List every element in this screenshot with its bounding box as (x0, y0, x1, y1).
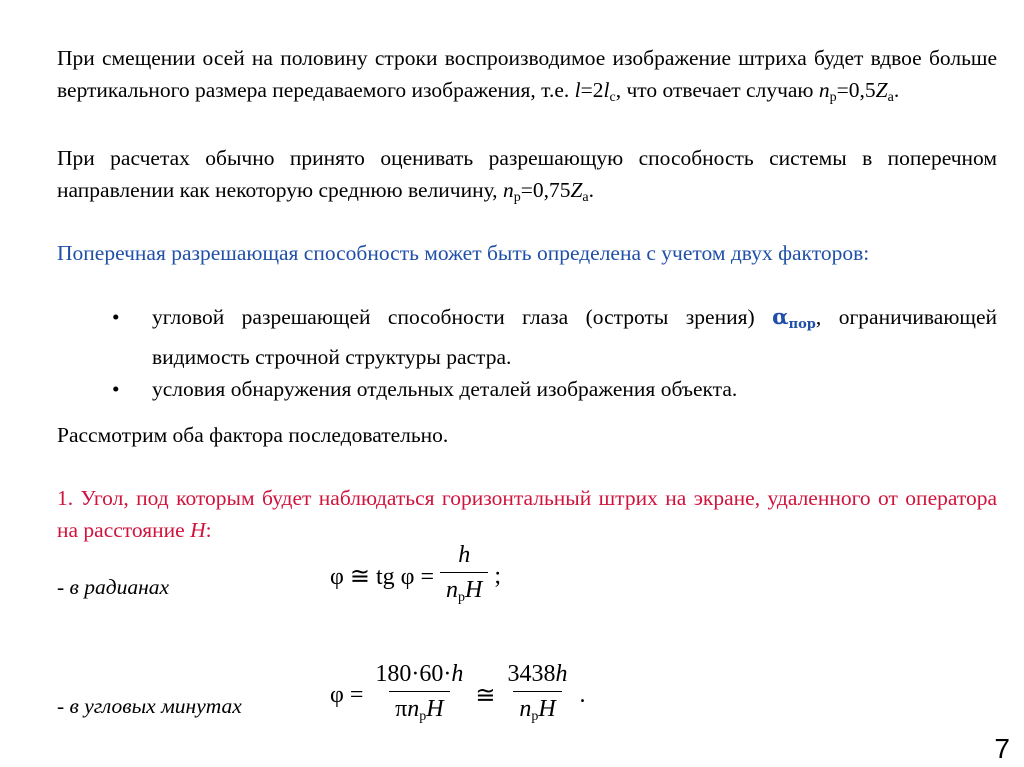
bullet-icon: • (112, 377, 120, 401)
text: угловой разрешающей способности глаза (остроты зрения) (152, 305, 773, 329)
text: . (588, 178, 595, 202)
label-radians: - в радианах (57, 575, 170, 599)
text: , что отвечает случаю (615, 78, 819, 102)
var-n: n (446, 577, 459, 603)
var-z: Z (875, 78, 888, 102)
subscript: p (829, 90, 837, 105)
paragraph-consider: Рассмотрим оба фактора последовательно. (57, 423, 449, 447)
list-item (112, 301, 997, 373)
subscript: p (513, 190, 521, 205)
text: При расчетах обычно принято оценивать разрешающую способность системы в поперечном направлении как некоторую среднюю величину, (57, 146, 997, 202)
var-n: n (407, 696, 420, 722)
formula-lhs: φ ≅ tg φ = (330, 564, 435, 590)
period: . (579, 682, 586, 708)
numerator: h (458, 542, 471, 568)
label-arc-minutes: - в угловых минутах (57, 694, 242, 718)
text: . (893, 78, 900, 102)
formula-lhs: φ = (330, 682, 364, 708)
numerator: 3438 (507, 661, 556, 687)
var-h: H (465, 577, 483, 603)
text: : (205, 518, 212, 542)
var-z: Z (570, 178, 583, 202)
factor-list (112, 301, 997, 405)
subscript: p (419, 709, 427, 724)
var-h: H (190, 518, 206, 542)
subscript: a (582, 190, 589, 205)
var-n: n (519, 696, 532, 722)
var-h: H (538, 696, 556, 722)
fraction (440, 540, 488, 613)
numerator: 180·60· (375, 661, 452, 687)
text: , ограничивающей видимость строчной структуры растра. (152, 305, 997, 369)
var-h: h (451, 661, 464, 687)
subscript: p (458, 590, 466, 605)
paragraph-shift (57, 42, 997, 114)
var-h: H (426, 696, 444, 722)
formula-arc-minutes (330, 659, 585, 732)
text: =0,5 (836, 78, 876, 102)
text: =0,75 (520, 178, 571, 202)
semicolon: ; (494, 563, 502, 589)
var-h: h (555, 661, 568, 687)
alpha-symbol (772, 305, 816, 330)
formula-radians (330, 540, 501, 613)
text: При смещении осей на половину строки воспроизводимое изображение штриха будет вдвое больше вертикального размера передаваемого изображения, т.е. (57, 46, 997, 102)
var-l: l (574, 78, 581, 102)
list-item (112, 373, 997, 405)
fraction (501, 659, 573, 732)
subscript: пор (788, 317, 816, 332)
text: =2 (580, 78, 604, 102)
pi-symbol: π (395, 696, 408, 722)
alpha: α (772, 305, 789, 330)
text: условия обнаружения отдельных деталей изображения объекта. (152, 377, 738, 401)
paragraph-angle (57, 482, 997, 546)
approx-sign: ≅ (475, 683, 496, 709)
paragraph-factors-intro: Поперечная разрешающая способность может быть определена с учетом двух факторов: (57, 241, 870, 265)
var-n: n (502, 178, 514, 202)
var-l: l (603, 78, 610, 102)
paragraph-calc (57, 142, 997, 214)
subscript: a (887, 90, 894, 105)
subscript: c (609, 90, 616, 105)
text: 1. Угол, под которым будет наблюдаться горизонтальный штрих на экране, удаленного от оператора на расстояние (57, 486, 997, 542)
fraction (369, 659, 469, 732)
var-n: n (818, 78, 830, 102)
page-number: 7 (994, 733, 1010, 764)
subscript: p (531, 709, 539, 724)
bullet-icon: • (112, 305, 120, 329)
